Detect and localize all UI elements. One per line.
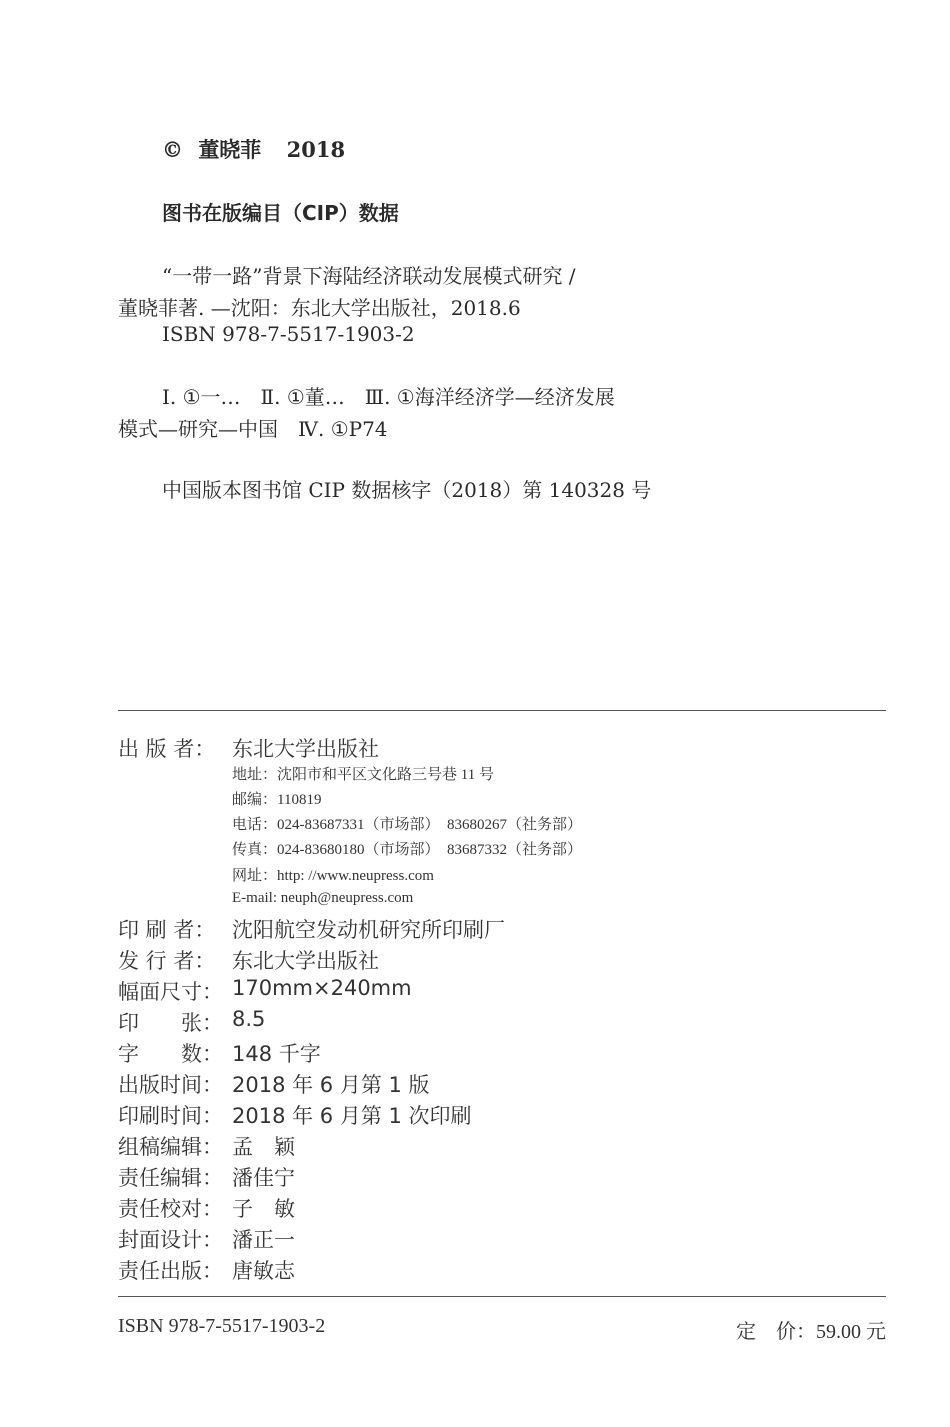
publisher-email: E-mail: neuph@neupress.com <box>232 890 414 906</box>
detail-value: 沈阳航空发动机研究所印刷厂 <box>232 918 505 942</box>
detail-label: 责任编辑： <box>118 1166 223 1190</box>
detail-value: 子 敏 <box>232 1197 295 1221</box>
detail-value: 170mm×240mm <box>232 976 412 1000</box>
detail-label: 幅面尺寸： <box>118 980 223 1004</box>
detail-value: 潘正一 <box>232 1228 295 1252</box>
cip-record-number: 中国版本图书馆 CIP 数据核字（2018）第 140328 号 <box>162 478 652 502</box>
detail-label: 出版时间： <box>118 1073 223 1097</box>
detail-value: 东北大学出版社 <box>232 949 379 973</box>
cip-author-publisher: 董晓菲著. —沈阳：东北大学出版社，2018.6 <box>118 296 521 320</box>
publisher-address: 地址：沈阳市和平区文化路三号巷 11 号 <box>232 767 494 783</box>
detail-value: 8.5 <box>232 1007 266 1031</box>
detail-value: 孟 颖 <box>232 1135 295 1159</box>
detail-label: 字 数： <box>118 1042 223 1066</box>
detail-label: 封面设计： <box>118 1228 223 1252</box>
copyright-line <box>162 134 345 164</box>
detail-value: 潘佳宁 <box>232 1166 295 1190</box>
divider-top <box>118 710 886 711</box>
detail-label: 印 刷 者： <box>118 918 216 942</box>
detail-value: 唐敏志 <box>232 1259 295 1283</box>
detail-label: 印 张： <box>118 1011 223 1035</box>
cip-book-title: “一带一路”背景下海陆经济联动发展模式研究 / <box>162 264 576 288</box>
detail-value: 2018 年 6 月第 1 次印刷 <box>232 1104 472 1128</box>
detail-label: 组稿编辑： <box>118 1135 223 1159</box>
publisher-postcode: 邮编：110819 <box>232 792 322 808</box>
detail-label: 责任校对： <box>118 1197 223 1221</box>
detail-label: 发 行 者： <box>118 949 216 973</box>
footer-isbn: ISBN 978-7-5517-1903-2 <box>118 1315 326 1337</box>
copyright-year: 2018 <box>286 137 346 162</box>
cip-isbn: ISBN 978-7-5517-1903-2 <box>162 322 415 346</box>
divider-bottom <box>118 1296 886 1297</box>
cip-classification-1: Ⅰ. ①一… Ⅱ. ①董… Ⅲ. ①海洋经济学—经济发展 <box>162 385 615 409</box>
price-value: 59.00 元 <box>816 1321 886 1343</box>
detail-value: 148 千字 <box>232 1042 321 1066</box>
detail-value: 2018 年 6 月第 1 版 <box>232 1073 430 1097</box>
footer-price <box>736 1315 886 1344</box>
publisher-phone: 电话：024-83687331（市场部） 83680267（社务部） <box>232 817 582 833</box>
publisher-name: 东北大学出版社 <box>232 737 379 761</box>
cip-title: 图书在版编目（CIP）数据 <box>162 201 399 225</box>
detail-label: 责任出版： <box>118 1259 223 1283</box>
price-label: 定 价： <box>736 1321 816 1343</box>
copyright-author: 董晓菲 <box>198 137 262 162</box>
detail-label: 印刷时间： <box>118 1104 223 1128</box>
publisher-fax: 传真：024-83680180（市场部） 83687332（社务部） <box>232 842 582 858</box>
copyright-symbol: © <box>162 137 183 162</box>
cip-classification-2: 模式—研究—中国 Ⅳ. ①P74 <box>118 417 388 441</box>
publisher-website: 网址：http: //www.neupress.com <box>232 868 434 884</box>
publisher-label: 出 版 者： <box>118 737 216 761</box>
